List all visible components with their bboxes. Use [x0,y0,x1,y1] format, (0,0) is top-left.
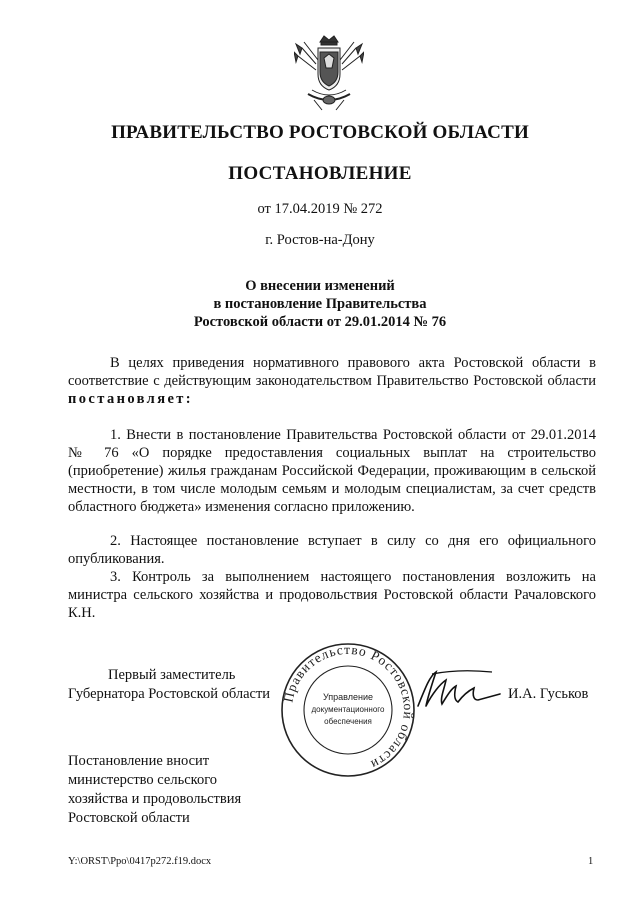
organization-title: ПРАВИТЕЛЬСТВО РОСТОВСКОЙ ОБЛАСТИ [111,122,529,143]
signatory-position-line-2: Губернатора Ростовской области [68,686,271,702]
handwritten-signature [412,666,504,716]
submitted-by-line-2: министерство сельского [68,772,218,788]
item-2 [68,532,596,568]
submitted-by-line-4: Ростовской области [68,810,190,826]
footer-page-number: 1 [588,856,594,867]
signatory-name: И.А. Гуськов [508,686,589,702]
city: г. Ростов-на-Дону [265,232,375,248]
document-title [0,277,640,331]
title-line-2: в постановление Правительства [213,296,427,312]
seal-inner-line-2: документационного [311,705,385,714]
item-2-text: 2. Настоящее постановление вступает в силу со дня его официального опубликования. [68,533,596,567]
title-line-1: О внесении изменений [245,278,395,294]
official-seal [278,640,418,780]
item-3 [68,568,596,622]
submitted-by-line-1: Постановление вносит [68,753,210,769]
item-1 [68,426,596,516]
item-3-text: 3. Контроль за выполнением настоящего постановления возложить на министра сельского хозяйства и продовольствия Ростовской области Рачаловского К.Н. [68,569,596,621]
seal-inner-line-1: Управление [322,692,374,702]
item-1-text: 1. Внести в постановление Правительства Ростовской области от 29.01.2014 № 76 «О порядке предоставления социальных выплат на строительство (приобретение) жилья гражданам Российской Федерации, проживающим в сельской местности, в том числе молодым семьям и молодым специалистам, за счет средств областного бюджета» изменения согласно приложению. [68,427,596,515]
seal-outer-text: Правительство Ростовской области [280,641,417,773]
preamble-paragraph [68,354,596,408]
document-type: ПОСТАНОВЛЕНИЕ [228,163,412,184]
submitted-by-line-3: хозяйства и продовольствия [68,791,242,807]
submitted-by-block [68,752,241,828]
preamble-text: В целях приведения нормативного правового акта Ростовской области в соответствие с действующим законодательством Правительство Ростовской области [68,355,596,389]
preamble-keyword: постановляет: [68,391,194,407]
coat-of-arms-icon [294,34,364,112]
footer-file-path: Y:\ORST\Ppo\0417p272.f19.docx [68,856,212,867]
signatory-position-line-1: Первый заместитель [108,667,236,683]
seal-inner-line-3: обеспечения [324,717,372,726]
title-line-3: Ростовской области от 29.01.2014 № 76 [193,314,447,330]
date-and-number: от 17.04.2019 № 272 [257,201,383,217]
